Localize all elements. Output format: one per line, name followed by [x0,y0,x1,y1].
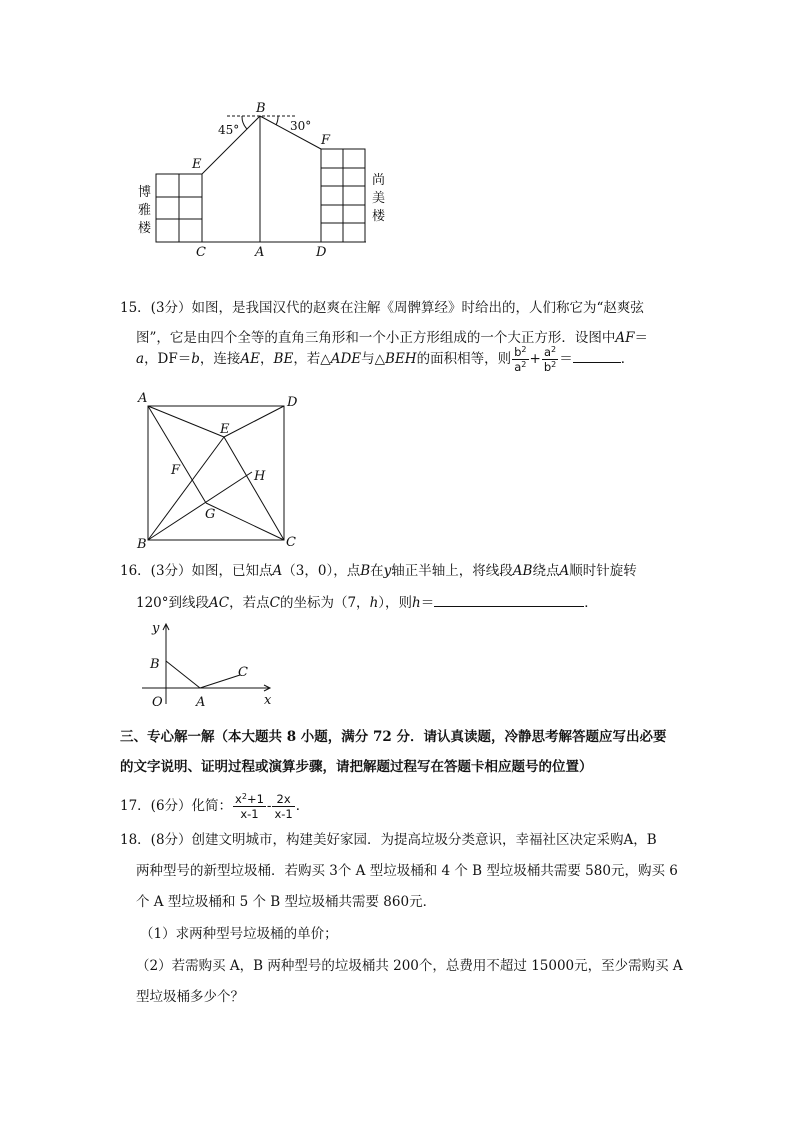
fraction-b2-a2: $\frac{b^2}{a^2}$ [514,345,527,374]
section-3-heading-line-1: 三、专心解一解（本大题共 8 小题，满分 72 分．请认真读题，冷静思考解答题应写出必要 [120,729,667,745]
q15-period: ． [620,351,635,367]
angle-30: 30° [290,119,312,133]
figure-15-zhao-shuang-square [134,390,304,550]
q18-line-3: 个 A 型垃圾桶和 5 个 B 型垃圾桶共需要 860元． [136,894,437,910]
q18-line-2: 两种型号的新型垃圾桶．若购买 3个 A 型垃圾桶和 4 个 B 型垃圾桶共需要 580元，购买 6 [136,863,678,879]
q15-df: ，DF＝ [144,351,192,367]
q18-line-1: 18．(8分）创建文明城市，构建美好家园．为提高垃圾分类意识，幸福社区决定采购A，B [120,832,657,848]
figure-14-buildings [130,98,400,264]
building-right-char-1: 尚 [372,173,386,188]
q17-period: ． [295,798,310,814]
building-left-char-3: 楼 [138,221,152,236]
angle-45: 45° [218,123,240,137]
q17-prefix: 17．(6分）化简： [120,798,233,814]
q15-with: 与△ [361,351,386,367]
label-O: O [152,695,163,710]
q18-sub-2-line-2: 型垃圾桶多少个？ [136,989,244,1005]
var-a: a [136,351,145,367]
q16-line-1: 16．(3分）如图，已知点A（3，0），点B在y轴正半轴上，将线段AB绕点A顺时针旋转 [120,563,637,579]
building-right-char-3: 楼 [372,209,386,224]
q15-then: 的面积相等，则 [416,351,512,367]
section-3-heading-line-2: 的文字说明、证明过程或演算步骤，请把解题过程写在答题卡相应题号的位置） [120,759,593,775]
label-F: F [171,463,181,478]
q15-connect: ，连接 [199,351,241,367]
q15-line-2-text: 图”，它是由四个全等的直角三角形和一个小正方形组成的一个大正方形．设图中 [136,330,616,346]
answer-blank-16 [434,592,584,607]
q16-line-2: 120°到线段AC，若点C的坐标为（7，h），则h＝ ． [136,592,598,613]
label-H: H [254,469,266,484]
fraction-a2-b2: $\frac{a^2}{b^2}$ [543,345,557,374]
q15-line-3 [136,344,634,374]
label-E: E [220,422,230,437]
figure-16-coordinate-axes [142,618,282,710]
q15-equals: ＝ [559,351,573,367]
label-C: C [196,245,206,260]
building-left-char-1: 博 [138,185,152,200]
var-BEH: BEH [385,351,417,367]
label-A: A [138,391,148,406]
var-BE: BE [273,351,294,367]
label-F: F [321,133,331,148]
building-right-char-2: 美 [372,191,386,206]
fraction-x2plus1-over-xminus1: $\frac{x^2+1}{x-1}$ [235,792,264,821]
var-AF: AF [615,330,635,346]
q15-line-1: 15．(3分）如图，是我国汉代的赵爽在注解《周髀算经》时给出的，人们称它为“赵爽弦 [120,300,644,316]
fraction-2x-over-xminus1: $\frac{2x}{x-1}$ [274,792,293,821]
q17-line [120,789,309,823]
q15-comma: ， [260,351,274,367]
label-B: B [256,101,266,116]
label-G: G [205,507,216,522]
label-D: D [287,395,298,410]
label-A: A [255,245,265,260]
var-AE: AE [240,351,261,367]
q15-eq: ＝ [634,330,649,346]
label-D: D [316,245,327,260]
q15-if: ，若△ [293,351,331,367]
var-b: b [191,351,200,367]
label-B: B [137,537,147,550]
label-B: B [150,657,160,672]
answer-blank-15 [573,348,621,363]
q18-sub-1: （1）求两种型号垃圾桶的单价； [140,926,338,942]
plus-sign: + [529,351,541,367]
building-left-char-2: 雅 [138,203,152,218]
label-E: E [192,157,202,172]
label-C: C [286,535,296,550]
label-A: A [196,695,206,710]
axis-x-label: x [264,693,272,708]
var-ADE: ADE [330,351,362,367]
minus-sign: - [266,798,272,814]
label-C: C [238,665,248,680]
axis-y-label: y [152,621,160,636]
q18-sub-2-line-1: （2）若需购买 A，B 两种型号的垃圾桶共 200个，总费用不超过 15000元，至少需购买 A [136,958,683,974]
